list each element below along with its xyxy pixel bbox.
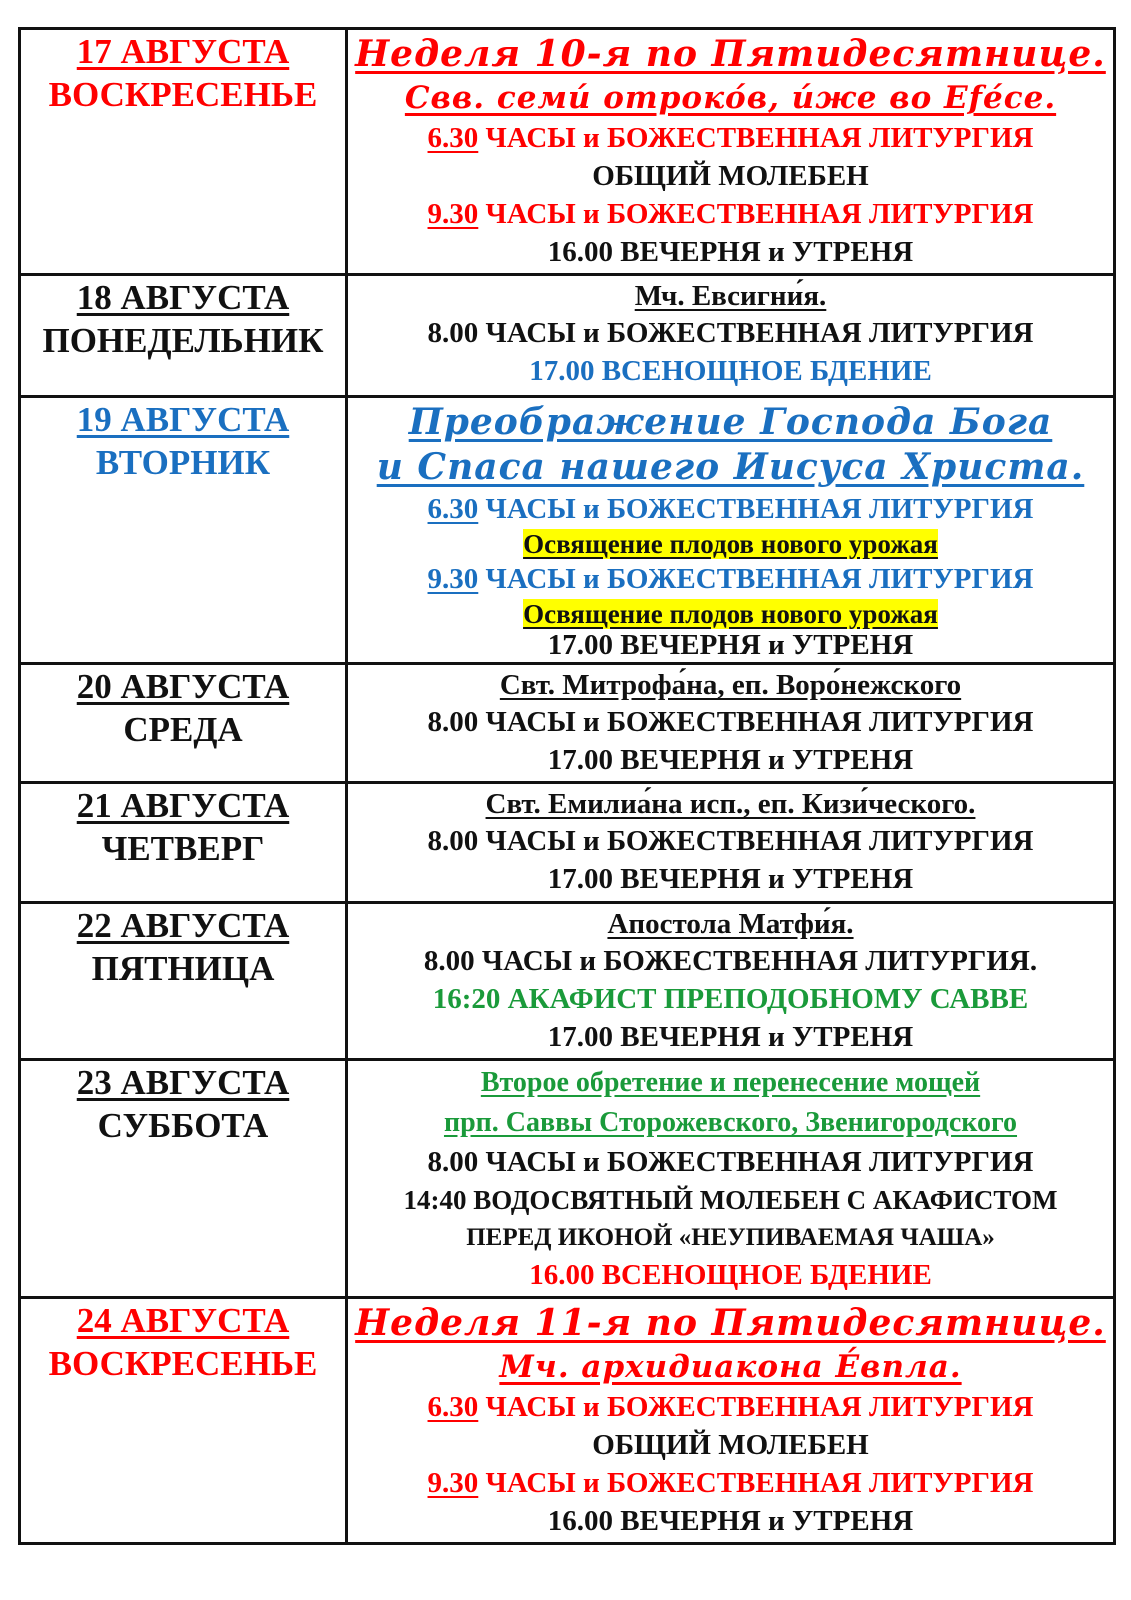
table-row (20, 783, 1115, 903)
service-time: 6.30 (427, 122, 479, 154)
day-weekday: ПЯТНИЦА (91, 949, 275, 988)
feast-title: Мч. Евсигни́я. (634, 280, 827, 312)
service-line (348, 195, 1113, 233)
feast-title: Свт. Митрофа́на, еп. Воро́нежского (499, 669, 962, 701)
service-line (348, 119, 1113, 157)
service-line: 17.00 ВЕЧЕРНЯ и УТРЕНЯ (547, 863, 914, 895)
highlight-note: Освящение плодов нового урожая (523, 529, 938, 559)
day-date: 21 АВГУСТА (76, 786, 290, 825)
day-weekday: ВОСКРЕСЕНЬЕ (48, 1344, 318, 1383)
table-row (20, 29, 1115, 275)
service-line: 16.00 ВЕЧЕРНЯ и УТРЕНЯ (547, 236, 914, 268)
feast-subtitle: прп. Саввы Сторожевского, Звенигородского (443, 1107, 1018, 1138)
service-line: ОБЩИЙ МОЛЕБЕН (592, 1429, 869, 1461)
service-line: 17.00 ВЕЧЕРНЯ и УТРЕНЯ (547, 1021, 914, 1053)
feast-title: Апостола Матфи́я. (607, 908, 854, 940)
feast-subtitle: Мч. архидиакона Е́впла. (499, 1349, 962, 1385)
service-text: ЧАСЫ и БОЖЕСТВЕННАЯ ЛИТУРГИЯ (478, 493, 1034, 525)
day-cell (20, 397, 347, 664)
service-time: 9.30 (427, 1467, 479, 1499)
table-row (20, 903, 1115, 1060)
feast-title: Неделя 11-я по Пятидесятнице. (355, 1302, 1106, 1344)
events-cell (347, 783, 1115, 903)
service-note (348, 598, 1113, 630)
table-row (20, 275, 1115, 397)
service-line: 17.00 ВЕЧЕРНЯ и УТРЕНЯ (547, 744, 914, 776)
service-line: 8.00 ЧАСЫ и БОЖЕСТВЕННАЯ ЛИТУРГИЯ (427, 317, 1034, 349)
events-cell (347, 1060, 1115, 1298)
service-time: 9.30 (427, 563, 479, 595)
events-cell (347, 275, 1115, 397)
day-cell (20, 1060, 347, 1298)
feast-title: Свт. Емилиа́на исп., еп. Кизи́ческого. (485, 788, 976, 820)
service-note (348, 528, 1113, 560)
day-weekday: ЧЕТВЕРГ (101, 829, 265, 868)
service-line: 8.00 ЧАСЫ и БОЖЕСТВЕННАЯ ЛИТУРГИЯ (427, 825, 1034, 857)
service-text: ЧАСЫ и БОЖЕСТВЕННАЯ ЛИТУРГИЯ (478, 198, 1034, 230)
day-cell (20, 275, 347, 397)
day-cell (20, 664, 347, 783)
events-cell (347, 903, 1115, 1060)
schedule-table (18, 27, 1116, 1545)
highlight-note: Освящение плодов нового урожая (523, 599, 938, 629)
day-date: 20 АВГУСТА (76, 667, 290, 706)
events-cell (347, 397, 1115, 664)
service-time: 6.30 (427, 493, 479, 525)
service-line: 16.00 ВСЕНОЩНОЕ БДЕНИЕ (529, 1259, 932, 1291)
day-weekday: СРЕДА (123, 710, 243, 749)
service-line: 8.00 ЧАСЫ и БОЖЕСТВЕННАЯ ЛИТУРГИЯ (427, 1146, 1034, 1178)
day-cell (20, 783, 347, 903)
service-text: ЧАСЫ и БОЖЕСТВЕННАЯ ЛИТУРГИЯ (478, 1391, 1034, 1423)
service-line: 8.00 ЧАСЫ и БОЖЕСТВЕННАЯ ЛИТУРГИЯ (427, 706, 1034, 738)
feast-title: Преображение Господа Бога (408, 401, 1053, 443)
day-cell (20, 1298, 347, 1544)
feast-title: Второе обретение и перенесение мощей (480, 1067, 981, 1098)
events-cell (347, 664, 1115, 783)
service-line (348, 1464, 1113, 1502)
service-text: ЧАСЫ и БОЖЕСТВЕННАЯ ЛИТУРГИЯ (478, 1467, 1034, 1499)
day-date: 24 АВГУСТА (76, 1301, 290, 1340)
service-line: 14:40 ВОДОСВЯТНЫЙ МОЛЕБЕН С АКАФИСТОМ (403, 1185, 1058, 1215)
feast-subtitle: Свв. семи́ отроко́в, и́же во Efе́се. (404, 80, 1057, 116)
feast-title: Неделя 10-я по Пятидесятнице. (355, 33, 1106, 75)
day-date: 18 АВГУСТА (76, 278, 290, 317)
service-line: 16.00 ВЕЧЕРНЯ и УТРЕНЯ (547, 1505, 914, 1537)
service-line: ОБЩИЙ МОЛЕБЕН (592, 160, 869, 192)
service-time: 6.30 (427, 1391, 479, 1423)
service-line (348, 1388, 1113, 1426)
service-line: 17.00 ВСЕНОЩНОЕ БДЕНИЕ (529, 355, 932, 387)
service-line: 8.00 ЧАСЫ и БОЖЕСТВЕННАЯ ЛИТУРГИЯ. (423, 945, 1038, 977)
day-cell (20, 29, 347, 275)
day-weekday: ВТОРНИК (95, 443, 271, 482)
events-cell (347, 1298, 1115, 1544)
feast-subtitle: и Спаса нашего Иисуса Христа. (376, 446, 1085, 488)
service-line: ПЕРЕД ИКОНОЙ «НЕУПИВАЕМАЯ ЧАША» (466, 1224, 995, 1251)
service-line: 17.00 ВЕЧЕРНЯ и УТРЕНЯ (547, 629, 914, 661)
day-weekday: СУББОТА (97, 1106, 269, 1145)
table-row (20, 397, 1115, 664)
day-date: 17 АВГУСТА (76, 32, 290, 71)
day-date: 23 АВГУСТА (76, 1063, 290, 1102)
events-cell (347, 29, 1115, 275)
day-weekday: ПОНЕДЕЛЬНИК (42, 321, 324, 360)
day-date: 22 АВГУСТА (76, 906, 290, 945)
service-line (348, 490, 1113, 528)
table-row (20, 1298, 1115, 1544)
day-cell (20, 903, 347, 1060)
day-weekday: ВОСКРЕСЕНЬЕ (48, 75, 318, 114)
service-line (348, 560, 1113, 598)
table-row (20, 1060, 1115, 1298)
service-text: ЧАСЫ и БОЖЕСТВЕННАЯ ЛИТУРГИЯ (478, 563, 1034, 595)
day-date: 19 АВГУСТА (76, 400, 290, 439)
table-row (20, 664, 1115, 783)
service-text: ЧАСЫ и БОЖЕСТВЕННАЯ ЛИТУРГИЯ (478, 122, 1034, 154)
service-time: 9.30 (427, 198, 479, 230)
service-line: 16:20 АКАФИСТ ПРЕПОДОБНОМУ САВВЕ (432, 983, 1029, 1015)
